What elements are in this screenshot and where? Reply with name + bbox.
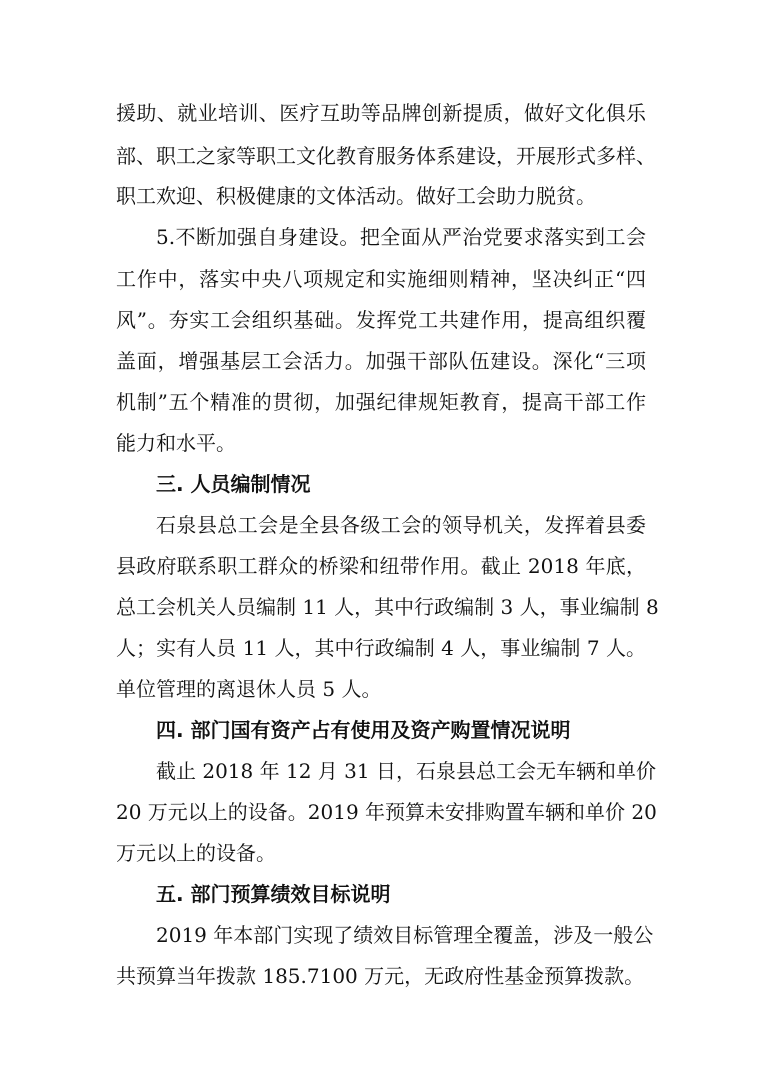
paragraph-line: 20 万元以上的设备。2019 年预算未安排购置车辆和单价 20 (116, 800, 657, 824)
paragraph-line: 石泉县总工会是全县各级工会的领导机关，发挥着县委 (156, 513, 646, 537)
paragraph-line: 机制”五个精准的贯彻，加强纪律规矩教育，提高干部工作 (116, 390, 646, 414)
paragraph-line: 工作中，落实中央八项规定和实施细则精神，坚决纠正“四 (116, 267, 646, 291)
paragraph-line: 盖面，增强基层工会活力。加强干部队伍建设。深化“三项 (116, 349, 646, 373)
paragraph-line: 万元以上的设备。 (116, 841, 276, 865)
paragraph-line: 5.不断加强自身建设。把全面从严治党要求落实到工会 (156, 225, 646, 249)
paragraph-line: 能力和水平。 (116, 431, 236, 455)
paragraph-line: 援助、就业培训、医疗互助等品牌创新提质，做好文化俱乐 (116, 101, 646, 125)
paragraph-line: 职工欢迎、积极健康的文体活动。做好工会助力脱贫。 (116, 184, 596, 208)
paragraph-line: 截止 2018 年 12 月 31 日，石泉县总工会无车辆和单价 (156, 759, 656, 783)
paragraph-line: 风”。夯实工会组织基础。发挥党工共建作用，提高组织覆 (116, 308, 646, 332)
paragraph-line: 单位管理的离退休人员 5 人。 (116, 677, 382, 701)
paragraph-line: 县政府联系职工群众的桥梁和纽带作用。截止 2018 年底， (116, 554, 646, 578)
paragraph-line: 2019 年本部门实现了绩效目标管理全覆盖，涉及一般公 (156, 923, 654, 947)
paragraph-line: 总工会机关人员编制 11 人，其中行政编制 3 人，事业编制 8 (116, 595, 659, 619)
section-heading: 五. 部门预算绩效目标说明 (156, 882, 391, 906)
section-heading: 四. 部门国有资产占有使用及资产购置情况说明 (156, 718, 571, 742)
paragraph-line: 共预算当年拨款 185.7100 万元，无政府性基金预算拨款。 (116, 964, 645, 988)
section-heading: 三. 人员编制情况 (156, 472, 311, 496)
paragraph-line: 人；实有人员 11 人，其中行政编制 4 人，事业编制 7 人。 (116, 636, 646, 660)
paragraph-line: 部、职工之家等职工文化教育服务体系建设，开展形式多样、 (116, 144, 656, 168)
